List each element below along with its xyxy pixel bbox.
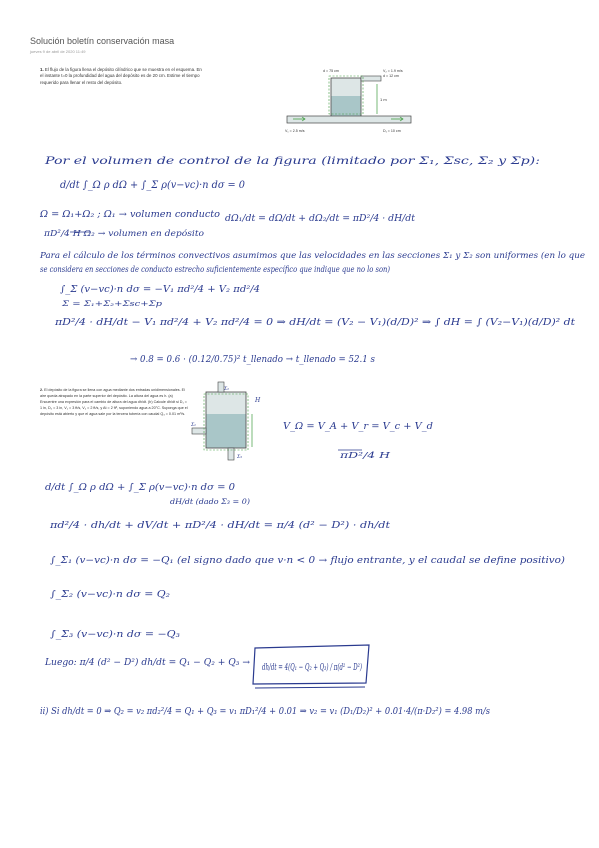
p1-line-9: πD²/4 · dH/dt − V₁ πd²/4 + V₂ πd²/4 = 0 ⇒ dH/dt = (V₂ − V₁)(d/D)² ⇒ ∫ dH = ∫ (V₂−V₁)(d/D)² dt (53, 317, 576, 328)
page-title: Solución boletín conservación masa (30, 36, 175, 46)
p2-eq-3: ∫_Σ₁ (v−vc)·n dσ = −Q₁ (el signo dado que v·n < 0 → flujo entrante, y el caudal se define positivo) (50, 556, 496, 566)
p1-line-5: Para el cálculo de los términos convectivos asumimos que las velocidades en las secciones Σ₁ y Σ₂ son uniformes (en lo que (40, 251, 572, 261)
p1-line-8: Σ = Σ₁+Σ₂+Σsc+Σp (60, 300, 163, 308)
problem-1-text: El flujo de la figura llena el depósito cilíndrico que se muestra en el esquema. En el instante t=0 la profundidad del agua del depósito es de 20 cm. Estime el tiempo requerido para llenar el resto del depósito. (40, 67, 202, 85)
p1-line-7: ∫_Σ (v−vc)·n dσ = −V₁ πd²/4 + V₂ πd²/4 (60, 285, 240, 295)
p1-line-2: d/dt ∫_Ω ρ dΩ + ∫_Σ ρ(v−vc)·n dσ = 0 (60, 180, 246, 191)
underline-result (255, 687, 365, 688)
p2-eq-7: ii) Si dh/dt = 0 ⇒ Q₂ = v₂ πd₂²/4 = Q₁ + Q₃ = v₁ πD₁²/4 + 0.01 ⇒ v₂ = v₁ (D₁/D₂)² + 0.01·4/(π·D₂²) = 4.98 m/s (40, 706, 491, 717)
fig2-s1: Σ₁ (191, 423, 196, 428)
fig1-d-left: D₁ = 10 cm (383, 129, 401, 133)
p2-eq-6a: Luego: π/4 (d² − D²) dh/dt = Q₁ − Q₂ + Q₃ → (45, 658, 248, 668)
fig1-v-left: V₁ = 2.5 m/s (285, 129, 305, 133)
p2-eq-2: πd²/4 · dh/dt + dV/dt + πD²/4 · dH/dt = π/4 (d² − D²) · dh/dt (48, 520, 391, 531)
fig1-height: 1 m (380, 97, 387, 102)
fig1-d-right: d = 12 cm (383, 74, 399, 78)
problem-2-text: El depósito de la figura se llena con agua mediante dos entradas unidimensionales. El aire queda atrapado en la parte superior del depósito. La altura del agua es h. (a) Encuentre una expresión para el cambio de altura del agua dh/dt. (b) Calcule dh/dt si D₁ = 1 in, D₂ = 3 in, V₁ = 3 ft/s, V₂ = 2 ft/s, y At = 2 ft², suponiendo agua a 20°C. Suponga que el depósito está abierto y que el agua sale por la tercera tubería con caudal Q₃ = 0.01 m³/s. (40, 388, 188, 416)
problem-2-number: 2. (40, 388, 44, 392)
p1-line-3b: dΩ₁/dt = dΩ/dt + dΩ₂/dt = πD²/4 · dH/dt (225, 214, 416, 224)
p2-side-eq-2: πD²/4 H (338, 451, 392, 460)
p2-eq-1b: dH/dt (dado Σ₃ = 0) (170, 497, 251, 506)
p2-eq-4: ∫_Σ₂ (v−vc)·n dσ = Q₂ (50, 590, 150, 600)
p1-line-3a: Ω = Ω₁+Ω₂ ; Ω₁ → volumen conducto (38, 210, 221, 220)
p2-eq-1: d/dt ∫_Ω ρ dΩ + ∫_Σ ρ(v−vc)·n dσ = 0 (45, 482, 235, 493)
problem-1-number: 1. (40, 67, 44, 72)
page-meta: jueves 9 de abril de 2020 11:49 (30, 49, 86, 54)
p2-side-eq-1: V_Ω = V_A + V_r = V_c + V_d (283, 422, 434, 432)
fig2-s3: Σ₃ (237, 455, 242, 460)
fig2-s2: Σ₂ (224, 387, 229, 392)
p1-line-4: πD²/4 H Ω₂ → volumen en depósito (44, 229, 194, 239)
fig2-h: H (255, 397, 261, 404)
fig1-v-right: V₂ = 1.9 m/s (383, 69, 403, 73)
p1-line-6: se considera en secciones de conducto estrecho suficientemente específico que indique que no lo son) (40, 265, 482, 275)
p2-eq-6b: dh/dt = 4(Q₁ − Q₂ + Q₃) / π(d² − D²) (262, 663, 427, 673)
fig1-top-d: d = 75 cm (323, 69, 339, 73)
p1-line-10: → 0.8 = 0.6 · (0.12/0.75)² t_llenado → t_llenado = 52.1 s (130, 354, 376, 365)
p1-line-1: Por el volumen de control de la figura (limitado por Σ₁, Σsc, Σ₂ y Σp): (43, 155, 540, 167)
p2-eq-5: ∫_Σ₃ (v−vc)·n dσ = −Q₃ (50, 630, 158, 640)
